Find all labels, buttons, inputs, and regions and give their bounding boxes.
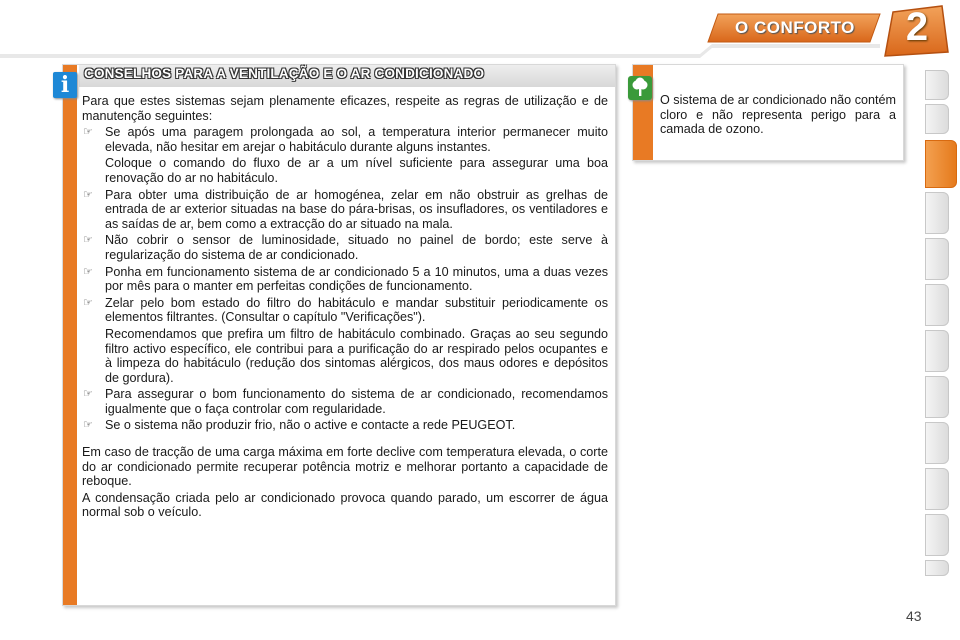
chapter-tab[interactable]	[925, 330, 949, 372]
chapter-tab[interactable]	[925, 104, 949, 134]
chapter-tab[interactable]	[925, 422, 949, 464]
pointing-hand-icon: ☞	[83, 126, 93, 139]
list-item: ☞ Ponha em funcionamento sistema de ar condicionado 5 a 10 minutos, uma a duas vezes por mês para o manter em perfeitas condições de funcionamento.	[83, 264, 608, 294]
pointing-hand-icon: ☞	[83, 419, 93, 432]
list-item: ☞ Para assegurar o bom funcionamento do sistema de ar condicionado, recomendamos igualmente que o faça controlar com regularidade.	[83, 387, 608, 416]
tree-icon	[628, 76, 652, 100]
info-icon: i	[53, 72, 77, 98]
section-title-header: O CONFORTO	[735, 18, 855, 37]
chapter-tab[interactable]	[925, 560, 949, 576]
list-item-continuation: Coloque o comando do fluxo de ar a um nível suficiente para assegurar uma boa renovação do ar no habitáculo.	[105, 156, 608, 185]
panel-accent-bar	[63, 65, 77, 605]
pointing-hand-icon: ☞	[83, 296, 93, 309]
list-item: ☞ Não cobrir o sensor de luminosidade, situado no painel de bordo; este serve à regularização do sistema de ar condicionado.	[83, 233, 608, 262]
page-number: 43	[906, 608, 922, 624]
pointing-hand-icon: ☞	[83, 265, 93, 278]
chapter-tab[interactable]	[925, 70, 949, 100]
list-item: ☞ Se após uma paragem prolongada ao sol, a temperatura interior permanecer muito elevada, não hesitar em arejar o habitáculo durante alguns instantes.	[83, 125, 608, 154]
list-item-continuation: Recomendamos que prefira um filtro de habitáculo combinado. Graças ao seu segundo filtro activo específico, ele contribui para a purificação do ar respirado pelos ocupantes e à limpeza do habitáculo (redução dos sintomas alérgicos, dos maus odores e depósitos de gordura).	[105, 326, 608, 385]
chapter-tab-active[interactable]	[925, 140, 957, 188]
pointing-hand-icon: ☞	[83, 234, 93, 247]
chapter-tab[interactable]	[925, 468, 949, 510]
list-item: ☞ Zelar pelo bom estado do filtro do habitáculo e mandar substituir periodicamente os elementos filtrantes. (Consultar o capítulo "Verificações").	[83, 295, 608, 325]
chapter-tabs	[925, 70, 947, 575]
chapter-tab[interactable]	[925, 238, 949, 280]
list-item: ☞ Para obter uma distribuição de ar homogénea, zelar em não obstruir as grelhas de entrada de ar exterior situadas na base do pára-brisas, os insufladores, os ventiladores e as saídas de ar, bem como a extracção do ar situado na mala.	[83, 187, 608, 231]
main-content	[82, 94, 608, 522]
chapter-tab[interactable]	[925, 284, 949, 326]
pointing-hand-icon: ☞	[83, 188, 93, 201]
closing-paragraph: Em caso de tracção de uma carga máxima em forte declive com temperatura elevada, o corte do ar condicionado permite recuperar potência motriz e melhorar portanto a capacidade de reboque.	[82, 445, 608, 489]
chapter-number: 2	[905, 5, 929, 49]
intro-paragraph: Para que estes sistemas sejam plenamente eficazes, respeite as regras de utilização e de manutenção seguintes:	[82, 94, 608, 123]
page-header	[0, 0, 960, 62]
eco-note: O sistema de ar condicionado não contém cloro e não representa perigo para a camada de ozono.	[660, 93, 896, 137]
pointing-hand-icon: ☞	[83, 388, 93, 401]
section-heading: CONSELHOS PARA A VENTILAÇÃO E O AR CONDICIONADO	[84, 66, 485, 81]
list-item: ☞ Se o sistema não produzir frio, não o active e contacte a rede PEUGEOT.	[83, 418, 516, 433]
chapter-tab[interactable]	[925, 192, 949, 234]
chapter-tab[interactable]	[925, 514, 949, 556]
chapter-tab[interactable]	[925, 376, 949, 418]
closing-paragraph: A condensação criada pelo ar condicionado provoca quando parado, um escorrer de água normal sob o veículo.	[82, 490, 608, 520]
